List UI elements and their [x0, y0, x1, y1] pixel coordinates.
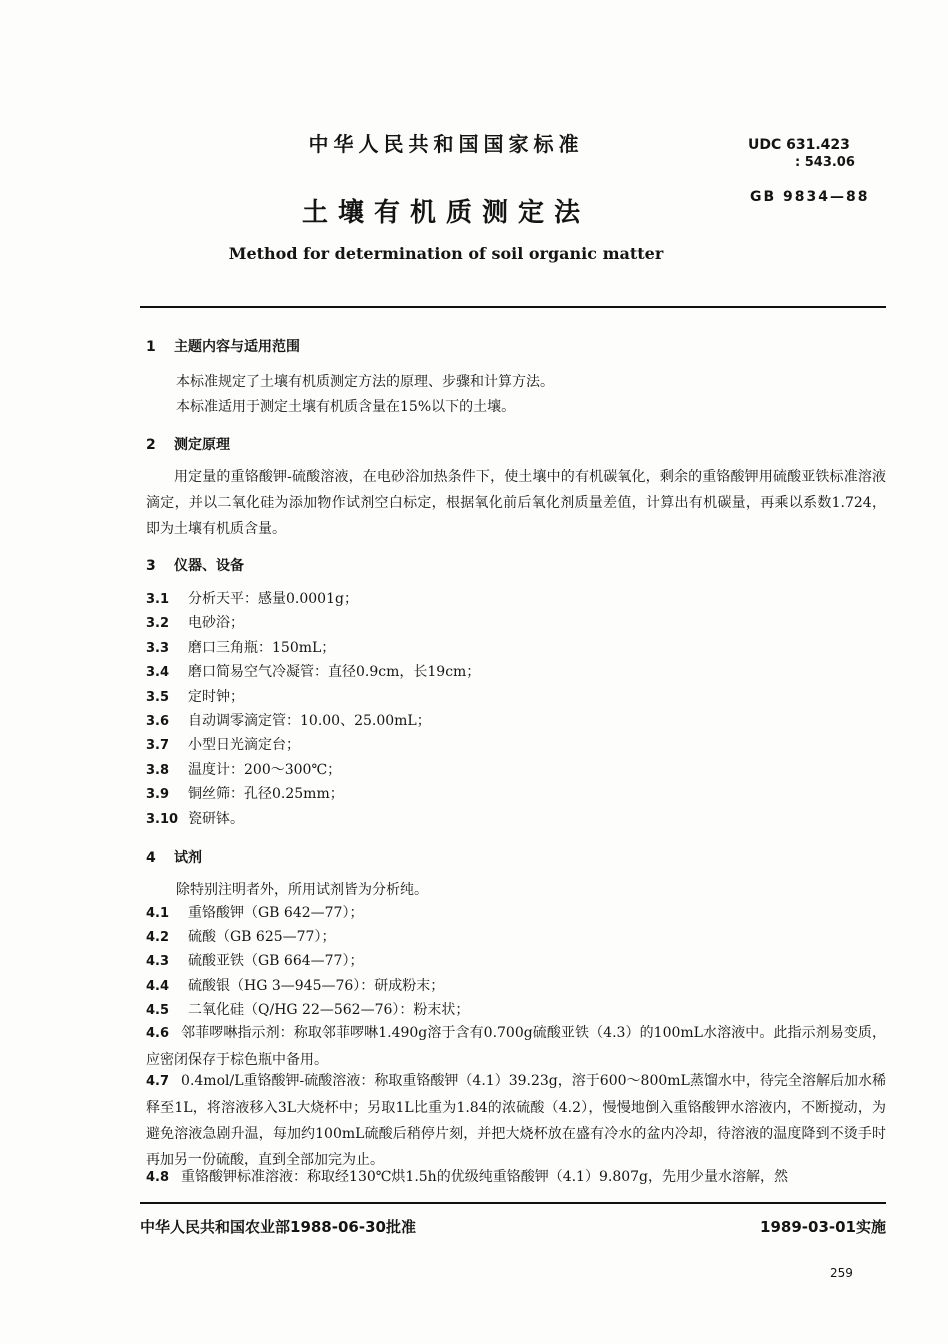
item-text: 分析天平：感量0.0001g；	[188, 591, 358, 607]
equipment-item	[146, 710, 431, 730]
reagent-item	[146, 950, 363, 970]
item-text: 重铬酸钾（GB 642—77）；	[188, 905, 364, 921]
gb-number: GB 9834—88	[750, 189, 870, 205]
page-number: 259	[830, 1266, 853, 1280]
item-text: 硫酸（GB 625—77）；	[188, 929, 336, 946]
reagent-item	[146, 999, 469, 1019]
section-number: 1	[146, 339, 156, 355]
item-number: 4.2	[146, 930, 170, 946]
equipment-item	[146, 588, 358, 608]
item-number: 4.6	[146, 1026, 170, 1041]
equipment-item	[146, 686, 244, 706]
reagent-4-7	[146, 1068, 886, 1173]
section-title: 试剂	[174, 850, 202, 866]
item-number: 3.8	[146, 762, 170, 778]
equipment-item	[146, 808, 244, 828]
item-text: 自动调零滴定管：10.00、25.00mL；	[188, 713, 431, 729]
reagent-4-8	[146, 1164, 886, 1191]
section-2-paragraph: 用定量的重铬酸钾-硫酸溶液，在电砂浴加热条件下，使土壤中的有机碳氧化，剩余的重铬酸钾用硫酸亚铁标准溶液滴定，并以二氧化硅为添加物作试剂空白标定，根据氧化前后氧化剂质量差值，计算出有机碳量，再乘以系数1.724，即为土壤有机质含量。	[146, 469, 886, 537]
section-number: 4	[146, 850, 156, 866]
document-title-en: Method for determination of soil organic matter	[228, 244, 664, 263]
approval-note: 中华人民共和国农业部1988-06-30批准	[140, 1218, 416, 1236]
item-number: 4.7	[146, 1074, 170, 1089]
reagent-item	[146, 975, 444, 995]
section-number: 2	[146, 437, 156, 453]
item-text: 硫酸银（HG 3—945—76）：研成粉末；	[188, 977, 445, 994]
equipment-item	[146, 612, 244, 632]
item-number: 3.2	[146, 616, 170, 632]
section-1-paragraph-2: 本标准适用于测定土壤有机质含量在15%以下的土壤。	[176, 399, 516, 415]
section-1-paragraph-1: 本标准规定了土壤有机质测定方法的原理、步骤和计算方法。	[176, 374, 554, 390]
udc-code-continued: : 543.06	[795, 155, 855, 170]
equipment-item	[146, 759, 341, 779]
item-text: 0.4mol/L重铬酸钾-硫酸溶液：称取重铬酸钾（4.1）39.23g，溶于600～800mL蒸馏水中，待完全溶解后加水稀释至1L，将溶液移入3L大烧杯中；另取1L比重为1.84的浓硫酸（4.2），慢慢地倒入重铬酸钾水溶液内，不断搅动，为避免溶液急剧升温，每加约100mL硫酸后稍停片刻，并把大烧杯放在盛有冷水的盆内冷却，待溶液的温度降到不烫手时再加另一份硫酸，直到全部加完为止。	[146, 1073, 886, 1168]
item-number: 3.4	[146, 665, 170, 681]
item-text: 重铬酸钾标准溶液：称取经130℃烘1.5h的优级纯重铬酸钾（4.1）9.807g，先用少量水溶解，然	[181, 1169, 788, 1185]
item-number: 3.9	[146, 787, 170, 803]
item-text: 瓷研钵。	[188, 810, 244, 827]
item-text: 二氧化硅（Q/HG 22—562—76）：粉末状；	[188, 1001, 470, 1018]
effective-date: 1989-03-01实施	[760, 1218, 886, 1236]
section-title: 测定原理	[174, 437, 230, 453]
item-number: 4.4	[146, 978, 170, 994]
item-text: 邻菲啰啉指示剂：称取邻菲啰啉1.490g溶于含有0.700g硫酸亚铁（4.3）的100mL水溶液中。此指示剂易变质，应密闭保存于棕色瓶中备用。	[146, 1025, 886, 1068]
item-number: 4.8	[146, 1170, 170, 1185]
section-number: 3	[146, 558, 156, 574]
item-number: 3.1	[146, 592, 170, 607]
reagent-item	[146, 902, 363, 922]
standard-header-title: 中华人民共和国国家标准	[308, 132, 584, 156]
item-text: 小型日光滴定台；	[188, 737, 300, 754]
item-number: 3.7	[146, 738, 170, 754]
section-title: 仪器、设备	[174, 558, 244, 574]
item-number: 3.3	[146, 640, 170, 656]
item-number: 3.6	[146, 714, 170, 729]
section-3-heading	[146, 555, 244, 575]
item-text: 磨口三角瓶：150mL；	[188, 639, 336, 656]
item-number: 4.1	[146, 906, 170, 921]
item-number: 3.5	[146, 689, 170, 705]
equipment-item	[146, 661, 480, 681]
item-number: 4.3	[146, 954, 170, 970]
item-number: 4.5	[146, 1002, 170, 1018]
item-text: 硫酸亚铁（GB 664—77）；	[188, 953, 364, 970]
equipment-item	[146, 637, 335, 657]
item-text: 定时钟；	[188, 688, 244, 705]
reagent-item	[146, 926, 335, 946]
footer-divider	[140, 1202, 886, 1204]
section-2-heading	[146, 434, 230, 454]
document-title-cn: 土壤有机质测定法	[301, 198, 590, 228]
header-divider	[140, 306, 886, 308]
section-4-heading	[146, 847, 202, 867]
reagent-4-6	[146, 1020, 886, 1073]
equipment-item	[146, 734, 300, 754]
section-title: 主题内容与适用范围	[174, 339, 300, 355]
item-text: 温度计：200～300℃；	[188, 761, 342, 778]
equipment-item	[146, 783, 344, 803]
udc-code: UDC 631.423	[748, 137, 850, 153]
item-number: 3.10	[146, 811, 179, 827]
section-4-intro: 除特别注明者外，所用试剂皆为分析纯。	[176, 882, 428, 898]
item-text: 电砂浴；	[188, 615, 244, 632]
item-text: 磨口简易空气冷凝管：直径0.9cm，长19cm；	[188, 664, 481, 681]
item-text: 铜丝筛：孔径0.25mm；	[188, 786, 344, 803]
section-1-heading	[146, 336, 300, 356]
